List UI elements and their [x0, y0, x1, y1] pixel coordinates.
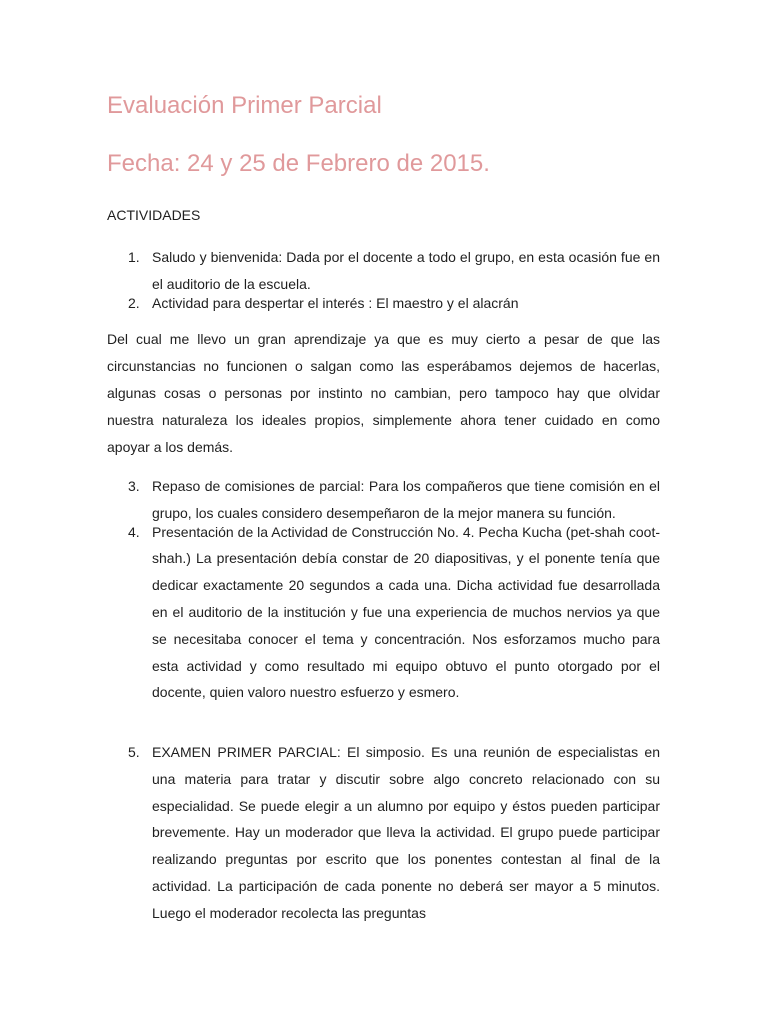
list-item-number: 5. [128, 744, 140, 760]
list-item-number: 1. [128, 249, 140, 265]
list-item-text: EXAMEN PRIMER PARCIAL: El simposio. Es una reunión de especialistas en una materia para tratar y discutir sobre algo concreto relacionado con su especialidad. Se puede elegir a un alumno por equipo y éstos pueden participar brevemente. Hay un moderador que lleva la actividad. El grupo puede participar realizando preguntas por escrito que los ponentes contestan al final de la actividad. La participación de cada ponente no deberá ser mayor a 5 minutos. Luego el moderador recolecta las preguntas [152, 744, 660, 921]
list-item [125, 519, 660, 707]
list-item-text: Presentación de la Actividad de Construcción No. 4. Pecha Kucha (pet-shah coot-shah.) La presentación debía constar de 20 diapositivas, y el ponente tenía que dedicar exactamente 20 segundos a cada una. Dicha actividad fue desarrollada en el auditorio de la institución y fue una experiencia de muchos nervios ya que se necesitaba conocer el tema y concentración. Nos esforzamos mucho para esta actividad y como resultado mi equipo obtuvo el punto otorgado por el docente, quien valoro nuestro esfuerzo y esmero. [152, 523, 660, 701]
list-item-text: Repaso de comisiones de parcial: Para los compañeros que tiene comisión en el grupo, los cuales considero desempeñaron de la mejor manera su función. [152, 478, 660, 521]
activity-list-second [125, 473, 660, 706]
list-item-number: 2. [128, 294, 140, 311]
document-title: Evaluación Primer Parcial [107, 92, 382, 119]
document-date-heading: Fecha: 24 y 25 de Febrero de 2015. [107, 150, 490, 177]
list-item [125, 290, 660, 317]
list-item [125, 739, 660, 927]
activity-list-first [125, 244, 660, 316]
list-item-text: Saludo y bienvenida: Dada por el docente a todo el grupo, en esta ocasión fue en el auditorio de la escuela. [152, 249, 660, 292]
list-item-text: Actividad para despertar el interés : El maestro y el alacrán [152, 294, 519, 311]
list-item-number: 4. [128, 523, 140, 540]
body-paragraph: Del cual me llevo un gran aprendizaje ya que es muy cierto a pesar de que las circunstancias no funcionen o salgan como las esperábamos dejemos de hacerlas, algunas cosas o personas por instinto no cambian, pero tampoco hay que olvidar nuestra naturaleza los ideales propios, simplemente ahora tener cuidado en como apoyar a los demás. [107, 331, 660, 455]
section-heading: ACTIVIDADES [107, 207, 201, 223]
list-item-number: 3. [128, 478, 140, 494]
activity-list-third [125, 739, 660, 927]
